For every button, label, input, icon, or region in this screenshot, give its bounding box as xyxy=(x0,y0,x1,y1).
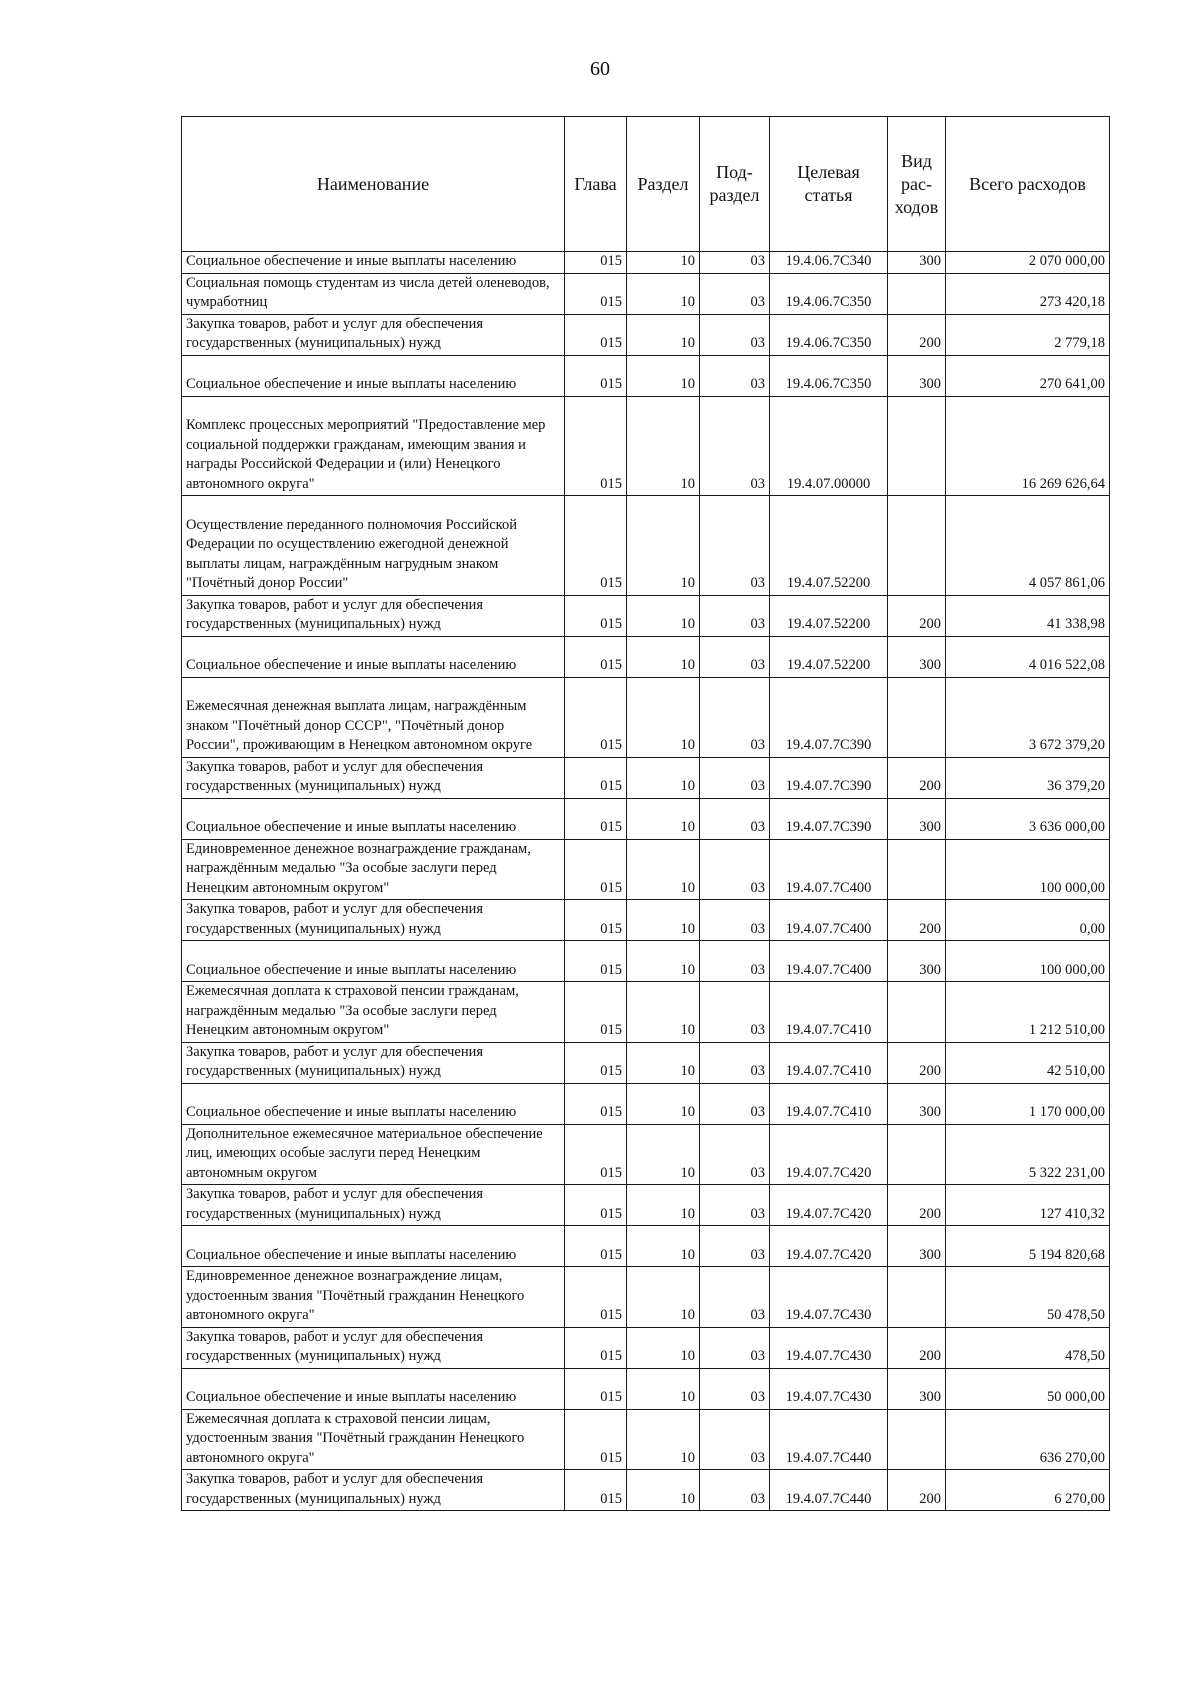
row-subsection: 03 xyxy=(700,355,770,396)
table-row xyxy=(182,1327,1110,1368)
row-subsection: 03 xyxy=(700,757,770,798)
row-target: 19.4.07.7С430 xyxy=(770,1327,888,1368)
header-kind: Вид рас-ходов xyxy=(888,117,946,252)
row-target: 19.4.06.7С350 xyxy=(770,273,888,314)
row-target: 19.4.07.7С390 xyxy=(770,757,888,798)
row-name: Закупка товаров, работ и услуг для обеспечения государственных (муниципальных) нужд xyxy=(182,314,565,355)
row-kind: 200 xyxy=(888,314,946,355)
row-section: 10 xyxy=(627,396,700,496)
row-name: Закупка товаров, работ и услуг для обеспечения государственных (муниципальных) нужд xyxy=(182,757,565,798)
row-subsection: 03 xyxy=(700,1042,770,1083)
row-section: 10 xyxy=(627,496,700,596)
row-kind: 200 xyxy=(888,757,946,798)
row-chapter: 015 xyxy=(565,1185,627,1226)
row-kind xyxy=(888,982,946,1043)
header-total: Всего расходов xyxy=(946,117,1110,252)
row-subsection: 03 xyxy=(700,636,770,677)
row-target: 19.4.07.7С420 xyxy=(770,1185,888,1226)
row-subsection: 03 xyxy=(700,1124,770,1185)
row-target: 19.4.07.7С410 xyxy=(770,1042,888,1083)
row-total: 3 672 379,20 xyxy=(946,677,1110,757)
row-name: Ежемесячная денежная выплата лицам, награждённым знаком "Почётный донор СССР", "Почётный донор России", проживающим в Ненецком автономном округе xyxy=(182,677,565,757)
row-subsection: 03 xyxy=(700,496,770,596)
header-target: Целевая статья xyxy=(770,117,888,252)
table-header-row xyxy=(182,117,1110,252)
row-subsection: 03 xyxy=(700,1267,770,1328)
row-kind xyxy=(888,1124,946,1185)
row-section: 10 xyxy=(627,1226,700,1267)
row-chapter: 015 xyxy=(565,314,627,355)
row-total: 100 000,00 xyxy=(946,941,1110,982)
row-subsection: 03 xyxy=(700,677,770,757)
row-section: 10 xyxy=(627,1124,700,1185)
row-name: Закупка товаров, работ и услуг для обеспечения государственных (муниципальных) нужд xyxy=(182,1042,565,1083)
row-section: 10 xyxy=(627,900,700,941)
table-row xyxy=(182,1226,1110,1267)
table-row xyxy=(182,1368,1110,1409)
table-row xyxy=(182,636,1110,677)
table-row xyxy=(182,900,1110,941)
row-total: 127 410,32 xyxy=(946,1185,1110,1226)
row-chapter: 015 xyxy=(565,941,627,982)
row-subsection: 03 xyxy=(700,839,770,900)
row-total: 36 379,20 xyxy=(946,757,1110,798)
row-chapter: 015 xyxy=(565,1327,627,1368)
row-subsection: 03 xyxy=(700,941,770,982)
row-kind: 300 xyxy=(888,252,946,274)
row-section: 10 xyxy=(627,1368,700,1409)
row-chapter: 015 xyxy=(565,900,627,941)
row-kind: 300 xyxy=(888,355,946,396)
row-total: 2 779,18 xyxy=(946,314,1110,355)
row-subsection: 03 xyxy=(700,595,770,636)
table-row xyxy=(182,1124,1110,1185)
table-row xyxy=(182,1409,1110,1470)
row-name: Закупка товаров, работ и услуг для обеспечения государственных (муниципальных) нужд xyxy=(182,1185,565,1226)
row-chapter: 015 xyxy=(565,1267,627,1328)
row-name: Ежемесячная доплата к страховой пенсии гражданам, награждённым медалью "За особые заслуги перед Ненецким автономным округом" xyxy=(182,982,565,1043)
row-chapter: 015 xyxy=(565,1409,627,1470)
row-total: 5 322 231,00 xyxy=(946,1124,1110,1185)
row-kind: 300 xyxy=(888,798,946,839)
header-section: Раздел xyxy=(627,117,700,252)
row-chapter: 015 xyxy=(565,677,627,757)
table-row xyxy=(182,941,1110,982)
row-name: Единовременное денежное вознаграждение лицам, удостоенным звания "Почётный гражданин Ненецкого автономного округа" xyxy=(182,1267,565,1328)
row-target: 19.4.07.7С440 xyxy=(770,1409,888,1470)
row-chapter: 015 xyxy=(565,636,627,677)
row-target: 19.4.07.7С410 xyxy=(770,1083,888,1124)
row-chapter: 015 xyxy=(565,798,627,839)
row-name: Дополнительное ежемесячное материальное обеспечение лиц, имеющих особые заслуги перед Ненецким автономным округом xyxy=(182,1124,565,1185)
row-target: 19.4.07.7С400 xyxy=(770,941,888,982)
row-kind xyxy=(888,839,946,900)
row-section: 10 xyxy=(627,1267,700,1328)
row-section: 10 xyxy=(627,273,700,314)
row-kind: 200 xyxy=(888,1327,946,1368)
row-section: 10 xyxy=(627,839,700,900)
row-total: 42 510,00 xyxy=(946,1042,1110,1083)
row-name: Закупка товаров, работ и услуг для обеспечения государственных (муниципальных) нужд xyxy=(182,900,565,941)
row-name: Осуществление переданного полномочия Российской Федерации по осуществлению ежегодной денежной выплаты лицам, награждённым нагрудным знаком "Почётный донор России" xyxy=(182,496,565,596)
row-subsection: 03 xyxy=(700,982,770,1043)
row-subsection: 03 xyxy=(700,1470,770,1511)
table-row xyxy=(182,1185,1110,1226)
row-target: 19.4.07.00000 xyxy=(770,396,888,496)
row-total: 1 212 510,00 xyxy=(946,982,1110,1043)
row-target: 19.4.07.7С400 xyxy=(770,900,888,941)
row-chapter: 015 xyxy=(565,396,627,496)
row-kind xyxy=(888,273,946,314)
row-chapter: 015 xyxy=(565,1368,627,1409)
row-name: Социальное обеспечение и иные выплаты населению xyxy=(182,252,565,274)
row-subsection: 03 xyxy=(700,1185,770,1226)
row-total: 50 000,00 xyxy=(946,1368,1110,1409)
row-total: 0,00 xyxy=(946,900,1110,941)
row-subsection: 03 xyxy=(700,252,770,274)
row-total: 3 636 000,00 xyxy=(946,798,1110,839)
table-row xyxy=(182,273,1110,314)
row-kind: 300 xyxy=(888,1083,946,1124)
row-kind: 200 xyxy=(888,1470,946,1511)
row-target: 19.4.07.7С400 xyxy=(770,839,888,900)
table-row xyxy=(182,982,1110,1043)
row-name: Социальное обеспечение и иные выплаты населению xyxy=(182,1226,565,1267)
row-name: Социальная помощь студентам из числа детей оленеводов, чумработниц xyxy=(182,273,565,314)
row-section: 10 xyxy=(627,798,700,839)
row-target: 19.4.07.7С420 xyxy=(770,1124,888,1185)
row-chapter: 015 xyxy=(565,273,627,314)
row-name: Единовременное денежное вознаграждение гражданам, награждённым медалью "За особые заслуги перед Ненецким автономным округом" xyxy=(182,839,565,900)
row-chapter: 015 xyxy=(565,355,627,396)
table-body xyxy=(182,252,1110,1511)
row-name: Социальное обеспечение и иные выплаты населению xyxy=(182,798,565,839)
row-subsection: 03 xyxy=(700,900,770,941)
table-row xyxy=(182,396,1110,496)
table-row xyxy=(182,1042,1110,1083)
row-section: 10 xyxy=(627,1470,700,1511)
row-target: 19.4.07.52200 xyxy=(770,636,888,677)
row-total: 273 420,18 xyxy=(946,273,1110,314)
row-total: 6 270,00 xyxy=(946,1470,1110,1511)
table-row xyxy=(182,355,1110,396)
row-chapter: 015 xyxy=(565,1042,627,1083)
row-kind xyxy=(888,496,946,596)
row-chapter: 015 xyxy=(565,839,627,900)
table-row xyxy=(182,677,1110,757)
row-name: Закупка товаров, работ и услуг для обеспечения государственных (муниципальных) нужд xyxy=(182,1327,565,1368)
row-total: 478,50 xyxy=(946,1327,1110,1368)
table-row xyxy=(182,1083,1110,1124)
row-total: 2 070 000,00 xyxy=(946,252,1110,274)
row-target: 19.4.06.7С340 xyxy=(770,252,888,274)
row-kind xyxy=(888,396,946,496)
row-total: 100 000,00 xyxy=(946,839,1110,900)
row-target: 19.4.06.7С350 xyxy=(770,314,888,355)
row-total: 636 270,00 xyxy=(946,1409,1110,1470)
row-section: 10 xyxy=(627,636,700,677)
row-chapter: 015 xyxy=(565,496,627,596)
row-total: 4 016 522,08 xyxy=(946,636,1110,677)
row-target: 19.4.07.7С430 xyxy=(770,1368,888,1409)
row-name: Закупка товаров, работ и услуг для обеспечения государственных (муниципальных) нужд xyxy=(182,595,565,636)
row-target: 19.4.07.7С390 xyxy=(770,798,888,839)
row-chapter: 015 xyxy=(565,757,627,798)
row-subsection: 03 xyxy=(700,1083,770,1124)
row-subsection: 03 xyxy=(700,1327,770,1368)
row-total: 16 269 626,64 xyxy=(946,396,1110,496)
row-chapter: 015 xyxy=(565,1124,627,1185)
row-section: 10 xyxy=(627,677,700,757)
row-chapter: 015 xyxy=(565,1083,627,1124)
row-section: 10 xyxy=(627,252,700,274)
row-kind: 300 xyxy=(888,636,946,677)
row-target: 19.4.07.7С430 xyxy=(770,1267,888,1328)
row-kind xyxy=(888,677,946,757)
row-section: 10 xyxy=(627,982,700,1043)
row-target: 19.4.07.7С410 xyxy=(770,982,888,1043)
row-subsection: 03 xyxy=(700,396,770,496)
row-name: Социальное обеспечение и иные выплаты населению xyxy=(182,355,565,396)
row-section: 10 xyxy=(627,1409,700,1470)
row-subsection: 03 xyxy=(700,1409,770,1470)
page-number: 60 xyxy=(590,58,610,80)
budget-table xyxy=(181,116,1110,1511)
row-total: 50 478,50 xyxy=(946,1267,1110,1328)
header-name: Наименование xyxy=(182,117,565,252)
row-section: 10 xyxy=(627,314,700,355)
table-row xyxy=(182,1267,1110,1328)
row-kind: 300 xyxy=(888,1368,946,1409)
row-subsection: 03 xyxy=(700,798,770,839)
row-kind: 200 xyxy=(888,1185,946,1226)
row-section: 10 xyxy=(627,355,700,396)
row-kind: 200 xyxy=(888,1042,946,1083)
table-row xyxy=(182,595,1110,636)
row-name: Социальное обеспечение и иные выплаты населению xyxy=(182,1083,565,1124)
row-target: 19.4.07.7С420 xyxy=(770,1226,888,1267)
row-name: Социальное обеспечение и иные выплаты населению xyxy=(182,941,565,982)
row-section: 10 xyxy=(627,757,700,798)
row-section: 10 xyxy=(627,1042,700,1083)
row-chapter: 015 xyxy=(565,1470,627,1511)
row-kind: 200 xyxy=(888,900,946,941)
row-total: 4 057 861,06 xyxy=(946,496,1110,596)
table-row xyxy=(182,1470,1110,1511)
row-kind xyxy=(888,1409,946,1470)
row-subsection: 03 xyxy=(700,1368,770,1409)
table-row xyxy=(182,252,1110,274)
row-chapter: 015 xyxy=(565,595,627,636)
row-section: 10 xyxy=(627,1083,700,1124)
row-kind: 200 xyxy=(888,595,946,636)
row-subsection: 03 xyxy=(700,273,770,314)
row-chapter: 015 xyxy=(565,1226,627,1267)
row-kind: 300 xyxy=(888,1226,946,1267)
row-name: Комплекс процессных мероприятий "Предоставление мер социальной поддержки гражданам, имеющим звания и награды Российской Федерации и (или) Ненецкого автономного округа" xyxy=(182,396,565,496)
row-target: 19.4.07.52200 xyxy=(770,496,888,596)
row-target: 19.4.07.7С440 xyxy=(770,1470,888,1511)
row-chapter: 015 xyxy=(565,252,627,274)
row-total: 270 641,00 xyxy=(946,355,1110,396)
row-target: 19.4.07.7С390 xyxy=(770,677,888,757)
row-name: Социальное обеспечение и иные выплаты населению xyxy=(182,1368,565,1409)
row-section: 10 xyxy=(627,595,700,636)
row-section: 10 xyxy=(627,941,700,982)
row-target: 19.4.06.7С350 xyxy=(770,355,888,396)
row-subsection: 03 xyxy=(700,314,770,355)
table-row xyxy=(182,757,1110,798)
row-kind xyxy=(888,1267,946,1328)
row-kind: 300 xyxy=(888,941,946,982)
table-row xyxy=(182,496,1110,596)
row-total: 1 170 000,00 xyxy=(946,1083,1110,1124)
row-name: Социальное обеспечение и иные выплаты населению xyxy=(182,636,565,677)
header-subsection: Под-раздел xyxy=(700,117,770,252)
row-section: 10 xyxy=(627,1327,700,1368)
table-row xyxy=(182,314,1110,355)
row-name: Закупка товаров, работ и услуг для обеспечения государственных (муниципальных) нужд xyxy=(182,1470,565,1511)
header-chapter: Глава xyxy=(565,117,627,252)
row-chapter: 015 xyxy=(565,982,627,1043)
table-row xyxy=(182,798,1110,839)
row-target: 19.4.07.52200 xyxy=(770,595,888,636)
row-name: Ежемесячная доплата к страховой пенсии лицам, удостоенным звания "Почётный гражданин Ненецкого автономного округа" xyxy=(182,1409,565,1470)
row-total: 41 338,98 xyxy=(946,595,1110,636)
row-subsection: 03 xyxy=(700,1226,770,1267)
row-total: 5 194 820,68 xyxy=(946,1226,1110,1267)
table-row xyxy=(182,839,1110,900)
row-section: 10 xyxy=(627,1185,700,1226)
